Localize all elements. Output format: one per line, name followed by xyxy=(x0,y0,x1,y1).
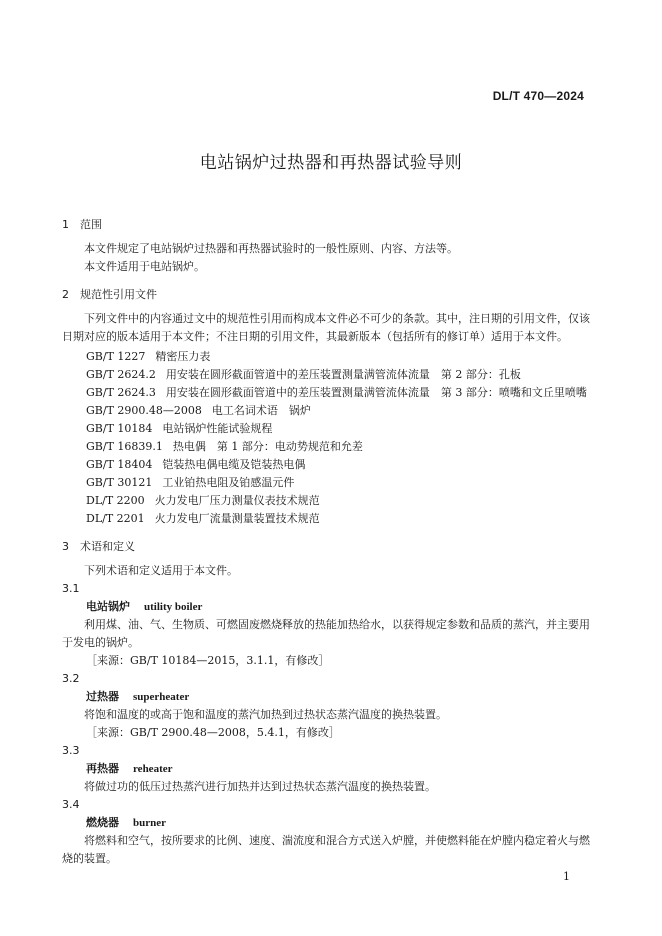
reference-code: GB/T 18404 xyxy=(86,458,153,471)
section-heading-scope xyxy=(62,216,590,234)
term-name xyxy=(62,598,590,616)
reference-name: 精密压力表 xyxy=(155,350,211,363)
term-definition: 将燃料和空气，按所要求的比例、速度、湍流度和混合方式送入炉膛，并使燃料能在炉膛内稳定着火与燃烧的装置。 xyxy=(62,834,590,865)
term-definition: 将饱和温度的或高于饱和温度的蒸汽加热到过热状态蒸汽温度的换热装置。 xyxy=(84,708,447,721)
reference-name: 火力发电厂流量测量装置技术规范 xyxy=(154,512,320,525)
section-number: 2 xyxy=(62,288,69,301)
reference-name: 热电偶 第 1 部分：电动势规范和允差 xyxy=(172,440,363,453)
document-body xyxy=(62,208,590,868)
page-number: 1 xyxy=(563,870,570,883)
reference-name: 火力发电厂压力测量仪表技术规范 xyxy=(154,494,320,507)
term-zh: 电站锅炉 xyxy=(86,600,130,613)
reference-item xyxy=(62,456,590,474)
term-zh: 再热器 xyxy=(86,762,119,775)
paragraph: 本文件规定了电站锅炉过热器和再热器试验时的一般性原则、内容、方法等。 xyxy=(84,242,458,255)
reference-code: GB/T 2624.3 xyxy=(86,386,156,399)
document-code: DL/T 470—2024 xyxy=(492,89,584,103)
section-heading-terms-and-definitions xyxy=(62,538,590,556)
section-title: 范围 xyxy=(80,218,102,231)
term-source: ［来源：GB/T 2900.48—2008，5.4.1，有修改］ xyxy=(86,726,340,739)
section-number: 3 xyxy=(62,540,69,553)
reference-item xyxy=(62,510,590,528)
term-name xyxy=(62,688,590,706)
term-definition: 利用煤、油、气、生物质、可燃固废燃烧释放的热能加热给水，以获得规定参数和品质的蒸汽，并主要用于发电的锅炉。 xyxy=(62,618,590,649)
section-title: 术语和定义 xyxy=(80,540,135,553)
section-heading-normative-references xyxy=(62,286,590,304)
term-en: burner xyxy=(133,817,166,829)
reference-code: GB/T 2900.48—2008 xyxy=(86,404,202,417)
reference-name: 用安装在圆形截面管道中的差压装置测量满管流体流量 第 3 部分：喷嘴和文丘里喷嘴 xyxy=(165,386,587,399)
term-name xyxy=(62,760,590,778)
paragraph: 下列文件中的内容通过文中的规范性引用而构成本文件必不可少的条款。其中，注日期的引用文件，仅该日期对应的版本适用于本文件；不注日期的引用文件，其最新版本（包括所有的修订单）适用于本文件。 xyxy=(62,312,590,343)
term-name xyxy=(62,814,590,832)
reference-code: GB/T 2624.2 xyxy=(86,368,156,381)
term-en: utility boiler xyxy=(144,601,203,613)
reference-item xyxy=(62,420,590,438)
term-zh: 过热器 xyxy=(86,690,119,703)
reference-name: 铠装热电偶电缆及铠装热电偶 xyxy=(162,458,306,471)
reference-name: 工业铂热电阻及铂感温元件 xyxy=(162,476,295,489)
reference-item xyxy=(62,402,590,420)
reference-code: GB/T 16839.1 xyxy=(86,440,163,453)
term-zh: 燃烧器 xyxy=(86,816,119,829)
term-entry xyxy=(62,796,590,868)
paragraph: 下列术语和定义适用于本文件。 xyxy=(84,564,238,577)
reference-code: DL/T 2201 xyxy=(86,512,145,525)
term-definition: 将做过功的低压过热蒸汽进行加热并达到过热状态蒸汽温度的换热装置。 xyxy=(84,780,436,793)
term-entry xyxy=(62,580,590,670)
term-number: 3.2 xyxy=(62,672,80,685)
section-title: 规范性引用文件 xyxy=(80,288,157,301)
paragraph: 本文件适用于电站锅炉。 xyxy=(84,260,205,273)
reference-item xyxy=(62,438,590,456)
reference-code: GB/T 30121 xyxy=(86,476,153,489)
term-source: ［来源：GB/T 10184—2015，3.1.1，有修改］ xyxy=(86,654,330,667)
reference-name: 用安装在圆形截面管道中的差压装置测量满管流体流量 第 2 部分：孔板 xyxy=(165,368,521,381)
term-entry xyxy=(62,670,590,742)
term-number: 3.3 xyxy=(62,744,80,757)
reference-code: GB/T 1227 xyxy=(86,350,146,363)
reference-name: 电站锅炉性能试验规程 xyxy=(162,422,273,435)
reference-item xyxy=(62,348,590,366)
reference-item xyxy=(62,366,590,384)
term-entry xyxy=(62,742,590,796)
reference-list xyxy=(62,348,590,528)
document-title: 电站锅炉过热器和再热器试验导则 xyxy=(199,153,463,173)
term-number: 3.4 xyxy=(62,798,80,811)
reference-name: 电工名词术语 锅炉 xyxy=(211,404,311,417)
term-en: reheater xyxy=(133,763,173,775)
term-number: 3.1 xyxy=(62,582,80,595)
reference-item xyxy=(62,384,590,402)
term-en: superheater xyxy=(133,691,190,703)
reference-item xyxy=(62,474,590,492)
reference-code: GB/T 10184 xyxy=(86,422,153,435)
section-number: 1 xyxy=(62,218,69,231)
reference-item xyxy=(62,492,590,510)
reference-code: DL/T 2200 xyxy=(86,494,145,507)
